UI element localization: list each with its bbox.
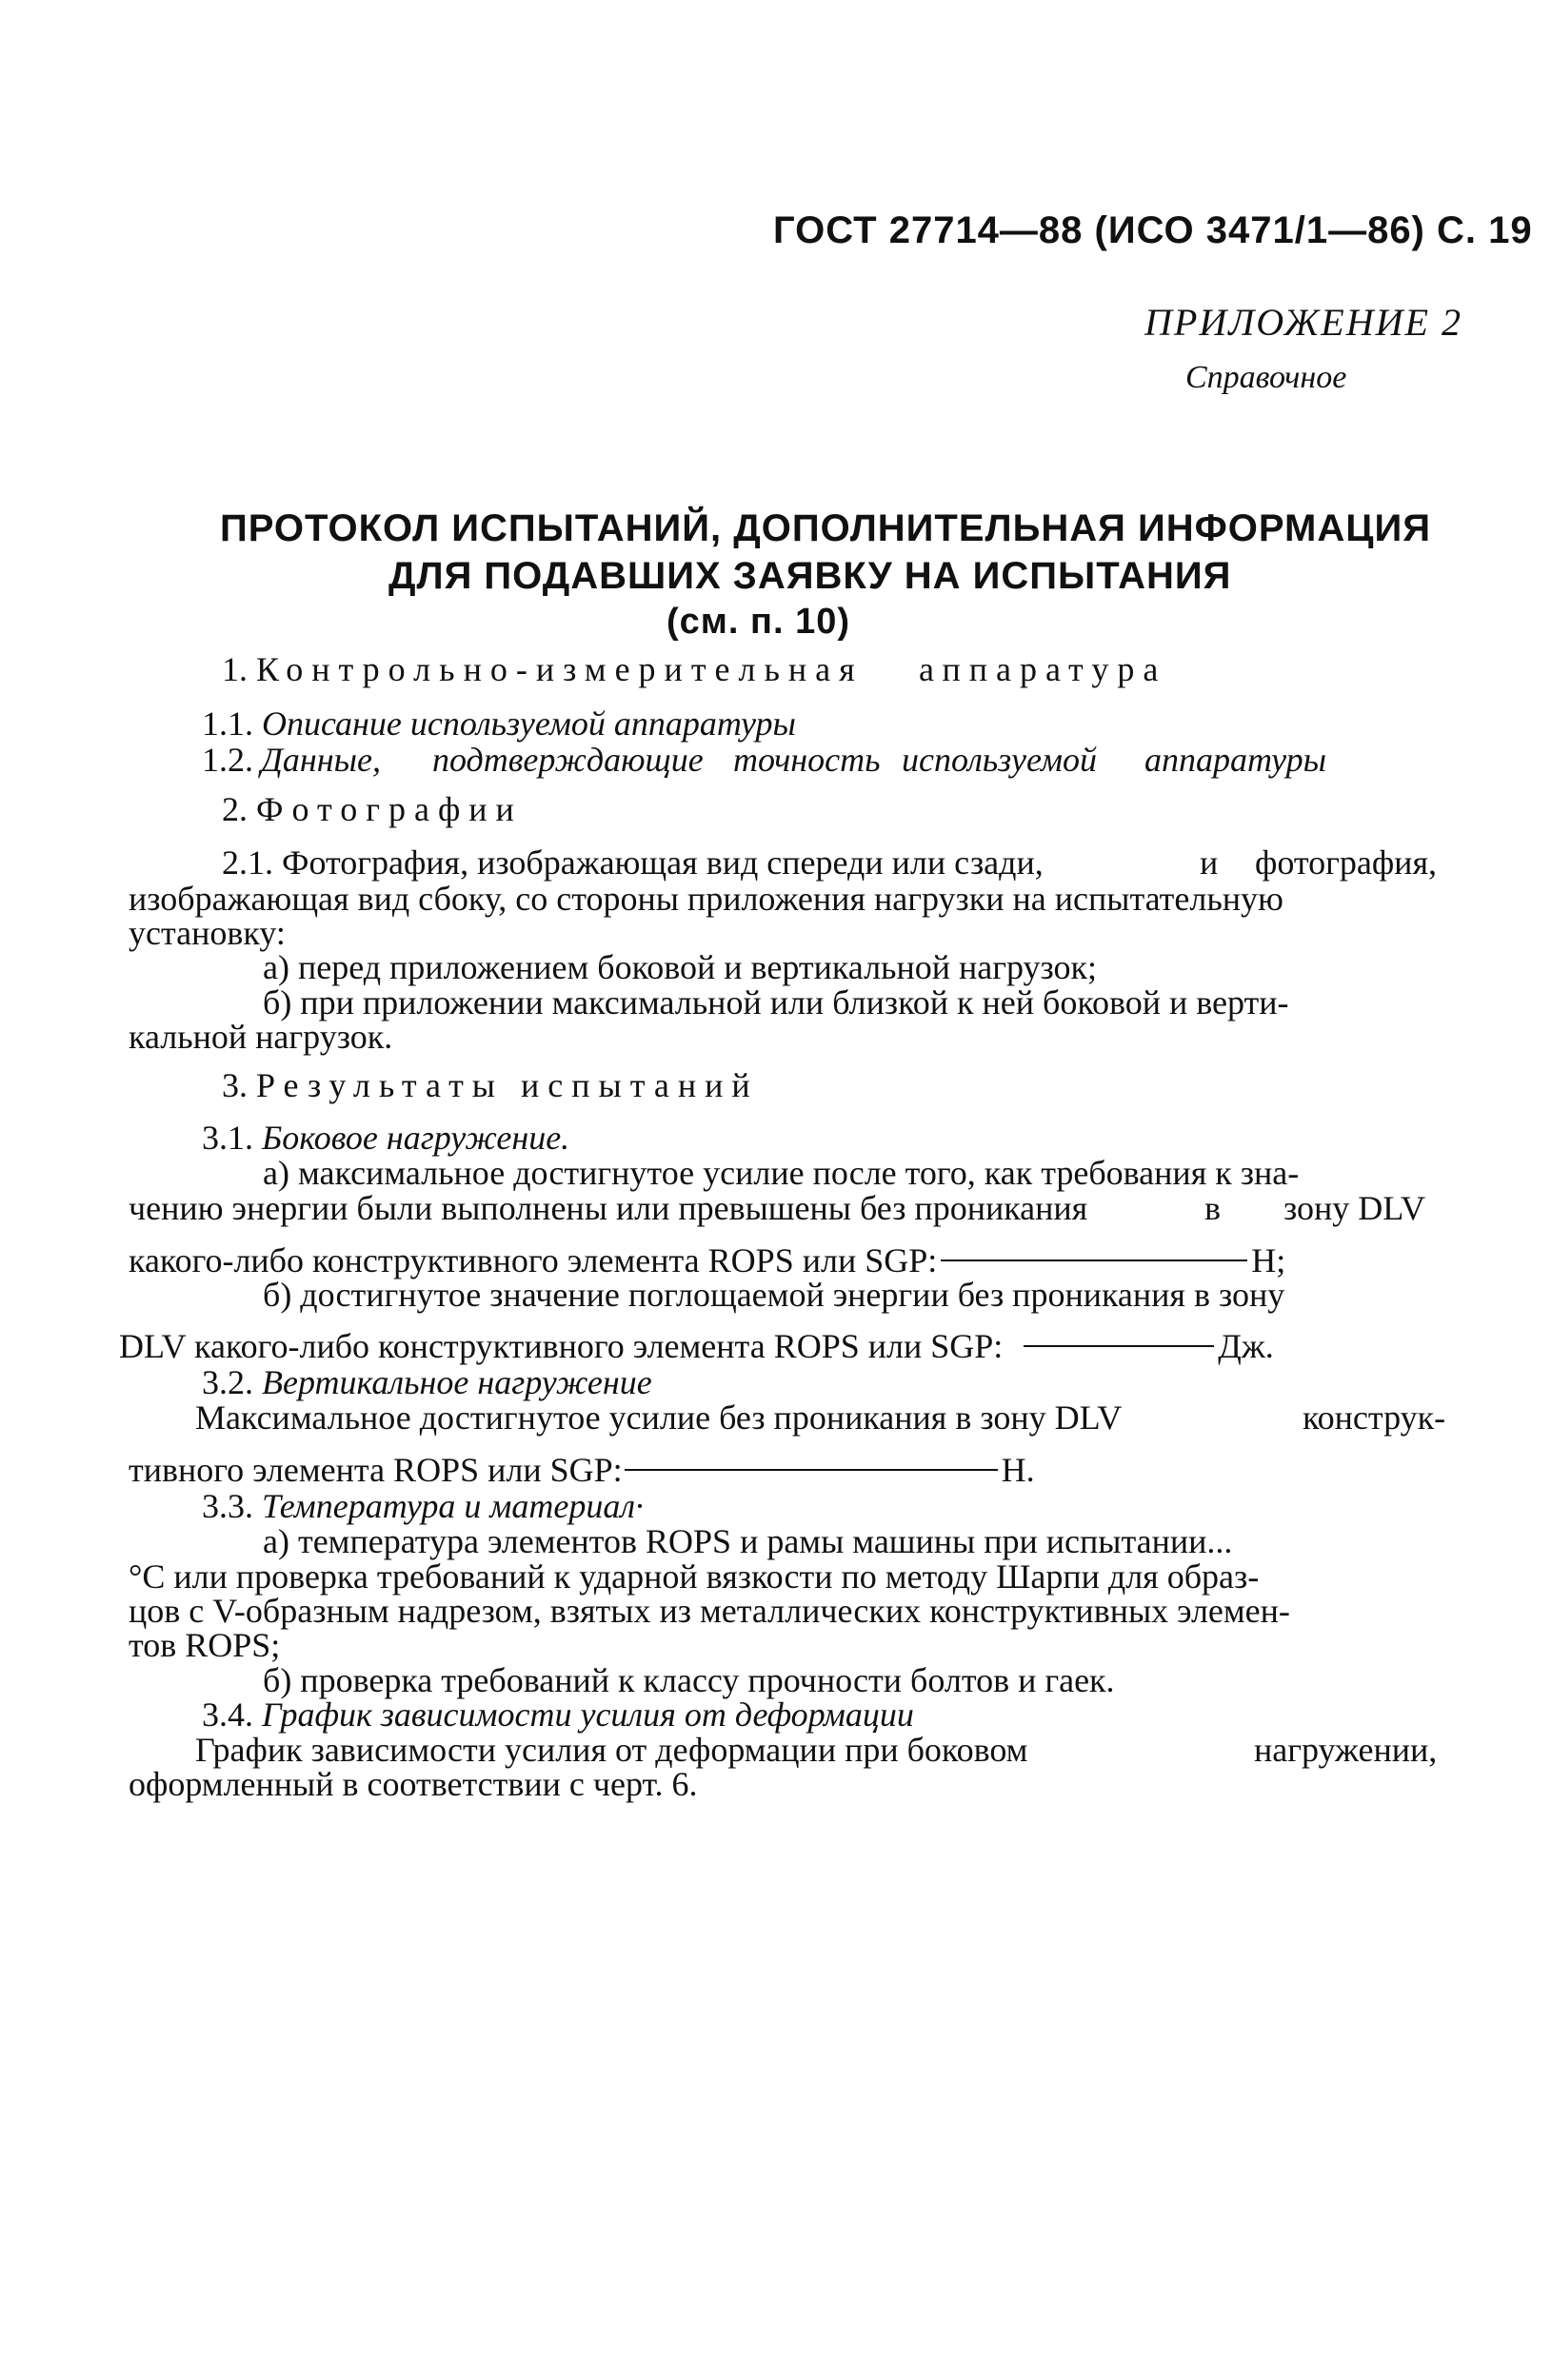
item-number: 3.3.: [202, 1487, 253, 1525]
field-label: DLV какого-либо конструктивного элемента ROPS или SGP:: [119, 1327, 1004, 1365]
list-item-a: а) перед приложением боковой и вертикальной нагрузок;: [263, 948, 1098, 986]
para-2-1-line-1c: фотография,: [1255, 843, 1438, 882]
para-3-2-line-1a: Максимальное достигнутое усилие без проникания в зону DLV: [195, 1398, 1123, 1437]
item-number: 3.2.: [202, 1363, 253, 1401]
section-2-heading: [222, 790, 523, 828]
list-item-b-line-1: б) при приложении максимальной или близкой к ней боковой и верти-: [263, 983, 1289, 1021]
blank-field-force: [941, 1259, 1247, 1261]
section-3-heading: [222, 1066, 759, 1104]
para-3-1-b-line-2: [119, 1327, 1274, 1365]
para-2-1-line-1a: 2.1. Фотография, изображающая вид спереди или сзади,: [222, 843, 1044, 882]
para-2-1-line-3: установку:: [129, 914, 286, 952]
item-text: Температура и материал·: [262, 1487, 645, 1525]
list-item-b-line-2: кальной нагрузок.: [129, 1018, 393, 1056]
section-title: Контрольно-измерительная: [256, 650, 864, 688]
item-text: Боковое нагружение.: [262, 1119, 570, 1157]
para-3-1-a-line-2c: зону DLV: [1283, 1189, 1425, 1227]
para-3-4-line-1b: нагружении,: [1254, 1731, 1438, 1769]
item-1-2-num: 1.2.: [202, 741, 253, 779]
para-3-1-a-line-1: а) максимальное достигнутое усилие после того, как требования к зна-: [263, 1154, 1300, 1192]
section-number: 3.: [222, 1066, 248, 1104]
item-3-3: [202, 1487, 644, 1525]
item-text: Описание используемой аппаратуры: [262, 704, 796, 743]
field-label: тивного элемента ROPS или SGP:: [129, 1451, 623, 1489]
doc-reference: ГОСТ 27714—88 (ИСО 3471/1—86) С. 19: [773, 209, 1533, 251]
para-3-4-line-2: оформленный в соответствии с черт. 6.: [129, 1765, 698, 1803]
item-3-1: [202, 1119, 569, 1157]
unit-label: Дж.: [1218, 1327, 1274, 1365]
section-1-heading: [222, 650, 864, 688]
item-1-2-word-e: аппаратуры: [1144, 741, 1326, 779]
item-1-2-word-a: Данные,: [261, 741, 381, 779]
item-1-2-word-b: подтверждающие: [432, 741, 704, 779]
blank-field-vertical-force: [625, 1469, 998, 1471]
para-3-3-line-3: цов с V-образным надрезом, взятых из металлических конструктивных элемен-: [129, 1592, 1290, 1630]
para-3-1-a-line-2a: чению энергии были выполнены или превышены без проникания: [129, 1189, 1088, 1227]
unit-label: Н.: [1001, 1451, 1035, 1489]
title-line-1: ПРОТОКОЛ ИСПЫТАНИЙ, ДОПОЛНИТЕЛЬНАЯ ИНФОРМАЦИЯ: [220, 507, 1431, 549]
para-3-2-line-2: [129, 1451, 1035, 1489]
item-3-4: [202, 1696, 914, 1734]
para-3-1-b-line-1: б) достигнутое значение поглощаемой энергии без проникания в зону: [263, 1276, 1285, 1314]
title-line-2: ДЛЯ ПОДАВШИХ ЗАЯВКУ НА ИСПЫТАНИЯ: [388, 555, 1232, 597]
unit-label: Н;: [1251, 1241, 1286, 1279]
field-label: какого-либо конструктивного элемента ROPS или SGP:: [129, 1241, 938, 1279]
item-1-2-word-c: точность: [733, 741, 881, 779]
item-number: 3.1.: [202, 1119, 253, 1157]
para-3-1-a-line-3: [129, 1241, 1285, 1279]
item-1-2-word-d: используемой: [902, 741, 1097, 779]
para-3-3-line-5: б) проверка требований к классу прочности болтов и гаек.: [263, 1661, 1115, 1699]
para-3-4-line-1a: График зависимости усилия от деформации при боковом: [195, 1731, 1028, 1769]
appendix-note: Справочное: [1185, 360, 1347, 395]
section-number: 1.: [222, 650, 248, 688]
item-text: Вертикальное нагружение: [262, 1363, 652, 1401]
para-3-3-line-1: а) температура элементов ROPS и рамы машины при испытании...: [263, 1522, 1233, 1560]
item-number: 3.4.: [202, 1696, 253, 1734]
para-2-1-line-1b: и: [1200, 843, 1219, 882]
para-2-1-line-2: изображающая вид сбоку, со стороны приложения нагрузки на испытательную: [129, 880, 1283, 918]
section-1-heading-tail: аппаратура: [919, 650, 1167, 688]
item-1-1: [202, 704, 796, 743]
item-text: График зависимости усилия от деформации: [262, 1696, 914, 1734]
title-line-3: (см. п. 10): [667, 602, 851, 642]
section-title: Фотографии: [256, 790, 523, 828]
appendix-label: ПРИЛОЖЕНИЕ 2: [1144, 301, 1462, 344]
blank-field-energy: [1024, 1345, 1214, 1347]
para-3-3-line-2: °С или проверка требований к ударной вязкости по методу Шарпи для образ-: [129, 1557, 1260, 1596]
item-number: 1.1.: [202, 704, 253, 743]
item-3-2: [202, 1363, 652, 1401]
para-3-3-line-4: тов ROPS;: [129, 1626, 281, 1664]
section-number: 2.: [222, 790, 248, 828]
section-title: Результаты испытаний: [256, 1066, 759, 1104]
para-3-2-line-1b: конструк-: [1303, 1398, 1446, 1437]
para-3-1-a-line-2b: в: [1204, 1189, 1221, 1227]
